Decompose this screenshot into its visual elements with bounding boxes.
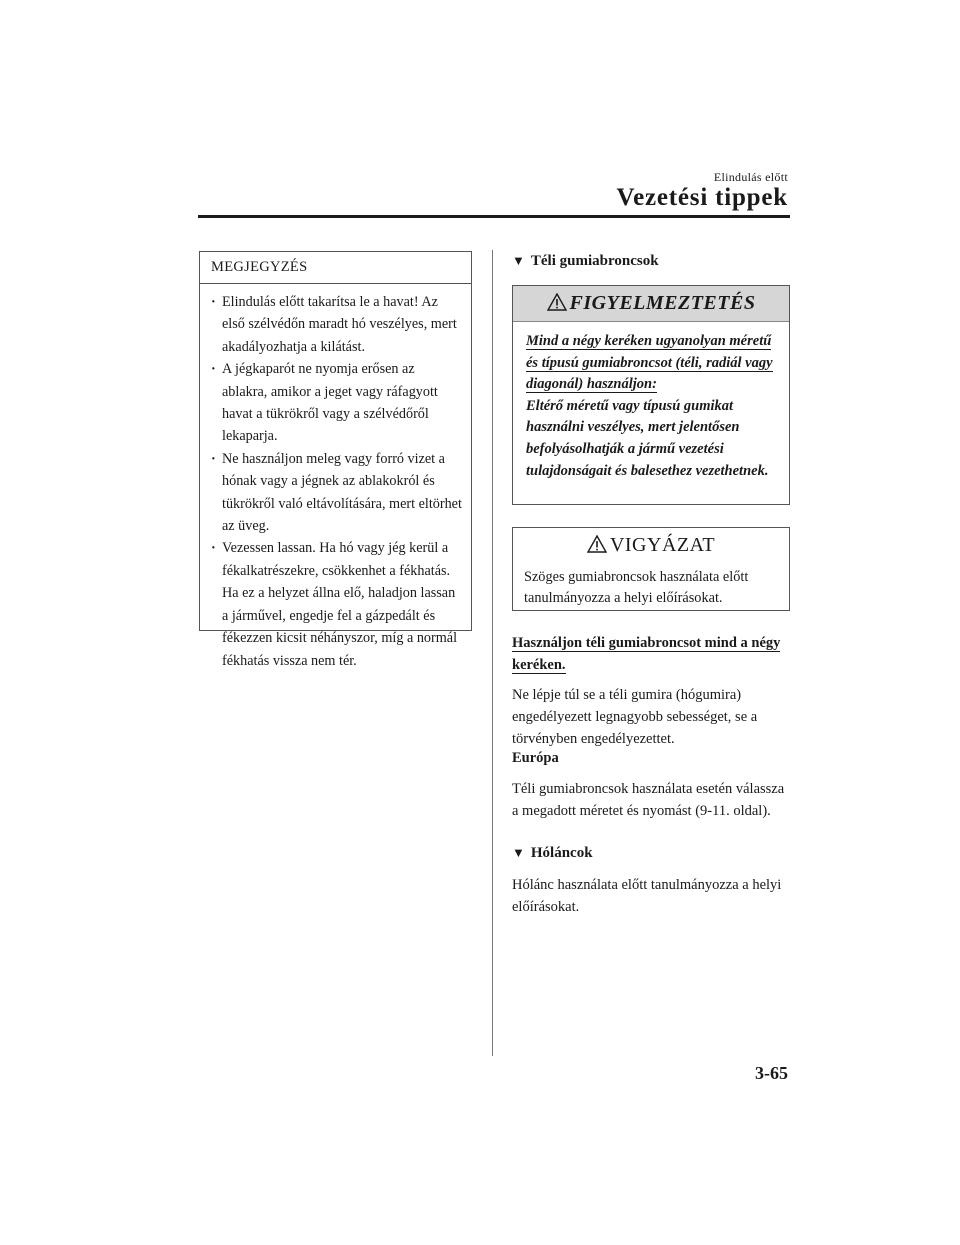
note-title: MEGJEGYZÉS [200, 252, 471, 284]
note-item: · A jégkaparót ne nyomja erősen az ablakra, amikor a jeget vagy ráfagyott havat a tükrökről vagy a szélvédőről lekaparja. [211, 358, 463, 448]
warning-text: Eltérő méretű vagy típusú gumikat használni veszélyes, mert jelentősen befolyásolhatják a jármű vezetési tulajdonságait és balesethez vezethetnek. [526, 397, 769, 479]
winter-tires-instruction-text: Használjon téli gumiabroncsot mind a négy keréken. [512, 635, 781, 673]
speed-paragraph: Ne lépje túl se a téli gumira (hógumira) engedélyezett legnagyobb sebességet, se a törvényben engedélyezettet. [512, 687, 758, 747]
triangle-down-icon: ▼ [512, 253, 525, 268]
caution-title-text: VIGYÁZAT [609, 534, 716, 556]
column-divider [492, 250, 493, 1056]
caution-body: Szöges gumiabroncsok használata előtt tanulmányozza a helyi előírásokat. [524, 569, 749, 607]
header-rule [198, 215, 790, 218]
triangle-down-icon: ▼ [512, 845, 525, 860]
note-item: · Elindulás előtt takarítsa le a havat! Az első szélvédőn maradt hó veszélyes, mert akadályozhatja a kilátást. [211, 291, 463, 358]
caution-box [512, 527, 790, 611]
caution-triangle-icon [587, 535, 607, 553]
warning-body [513, 322, 789, 482]
note-list [200, 284, 471, 672]
note-box [199, 251, 472, 669]
winter-tires-heading [512, 253, 659, 270]
snow-chains-paragraph: Hólánc használata előtt tanulmányozza a helyi előírásokat. [512, 877, 782, 915]
page-title: Vezetési tippek [616, 184, 788, 211]
snow-chains-heading [512, 845, 593, 862]
winter-tires-heading-text: Téli gumiabroncsok [530, 253, 659, 269]
note-item: · Ne használjon meleg vagy forró vizet a hónak vagy a jégnek az ablakokról és tükrökről való eltávolítására, mert eltörhet az üveg. [211, 448, 463, 538]
warning-underlined-text: Mind a négy keréken ugyanolyan méretű és típusú gumiabroncsot (téli, radiál vagy diagonál) használjon: [526, 333, 773, 393]
warning-title [513, 286, 789, 322]
note-item: · Vezessen lassan. Ha hó vagy jég kerül a fékalkatrészekre, csökkenhet a fékhatás. Ha ez a helyzet állna elő, haladjon lassan a járművel, engedje fel a gázpedált és fékezzen kicsit néhányszor, míg a normál fékhatás vissza nem tér. [211, 537, 463, 671]
warning-triangle-icon [547, 293, 567, 311]
europe-subheading: Európa [512, 750, 559, 766]
snow-chains-heading-text: Hóláncok [530, 845, 593, 861]
caution-title [513, 528, 789, 563]
europe-paragraph: Téli gumiabroncsok használata esetén válassza a megadott méretet és nyomást (9-11. oldal). [512, 781, 785, 819]
section-label: Elindulás előtt [713, 170, 788, 184]
warning-title-text: FIGYELMEZTETÉS [569, 292, 756, 314]
winter-tires-instruction [512, 633, 790, 677]
warning-box [512, 285, 790, 505]
page-number: 3-65 [755, 1063, 788, 1083]
